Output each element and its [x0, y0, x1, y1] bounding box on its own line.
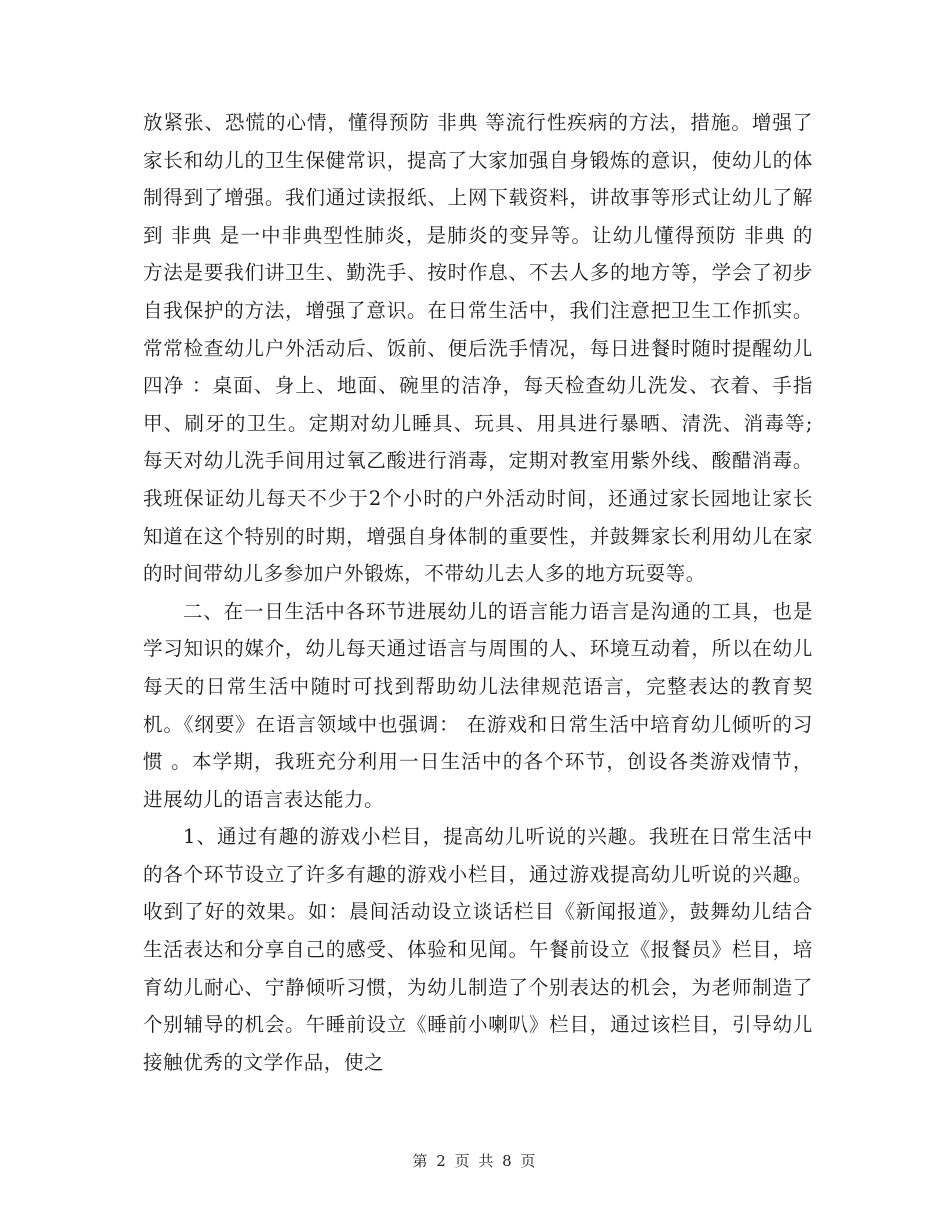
paragraph-3: 1、通过有趣的游戏小栏目，提高幼儿听说的兴趣。我班在日常生活中的各个环节设立了许多有趣的游戏小栏目，通过游戏提高幼儿听说的兴趣。收到了好的效果。如：晨间活动设立谈话栏目《新闻报道》，鼓舞幼儿结合生活表达和分享自己的感受、体验和见闻。午餐前设立《报餐员》栏目，培育幼儿耐心、宁静倾听习惯，为幼儿制造了个别表达的机会，为老师制造了个别辅导的机会。午睡前设立《睡前小喇叭》栏目，通过该栏目，引导幼儿接触优秀的文学作品，使之 — [143, 825, 813, 1074]
body-text — [143, 104, 813, 1081]
page-footer: 第 2 页 共 8 页 — [412, 1152, 538, 1170]
paragraph-1: 放紧张、恐慌的心情，懂得预防 非典 等流行性疾病的方法，措施。增强了家长和幼儿的卫生保健常识，提高了大家加强自身锻炼的意识，使幼儿的体制得到了增强。我们通过读报纸、上网下载资料，讲故事等形式让幼儿了解到 非典 是一中非典型性肺炎，是肺炎的变异等。让幼儿懂得预防 非典 的方法是要我们讲卫生、勤洗手、按时作息、不去人多的地方等，学会了初步自我保护的方法，增强了意识。在日常生活中，我们注意把卫生工作抓实。常常检查幼儿户外活动后、饭前、便后洗手情况，每日进餐时随时提醒幼儿 四净 ：桌面、身上、地面、碗里的洁净，每天检查幼儿洗发、衣着、手指甲、刷牙的卫生。定期对幼儿睡具、玩具、用具进行暴晒、清洗、消毒等;每天对幼儿洗手间用过氧乙酸进行消毒，定期对教室用紫外线、酸醋消毒。我班保证幼儿每天不少于2个小时的户外活动时间，还通过家长园地让家长知道在这个特别的时期，增强自身体制的重要性，并鼓舞家长利用幼儿在家的时间带幼儿多参加户外锻炼，不带幼儿去人多的地方玩耍等。 — [143, 111, 813, 586]
paragraph-2: 二、在一日生活中各环节进展幼儿的语言能力语言是沟通的工具，也是学习知识的媒介，幼儿每天通过语言与周围的人、环境互动着，所以在幼儿每天的日常生活中随时可找到帮助幼儿法律规范语言，完整表达的教育契机。《纲要》在语言领域中也强调： 在游戏和日常生活中培育幼儿倾听的习惯 。本学期，我班充分利用一日生活中的各个环节，创设各类游戏情节，进展幼儿的语言表达能力。 — [143, 599, 813, 811]
